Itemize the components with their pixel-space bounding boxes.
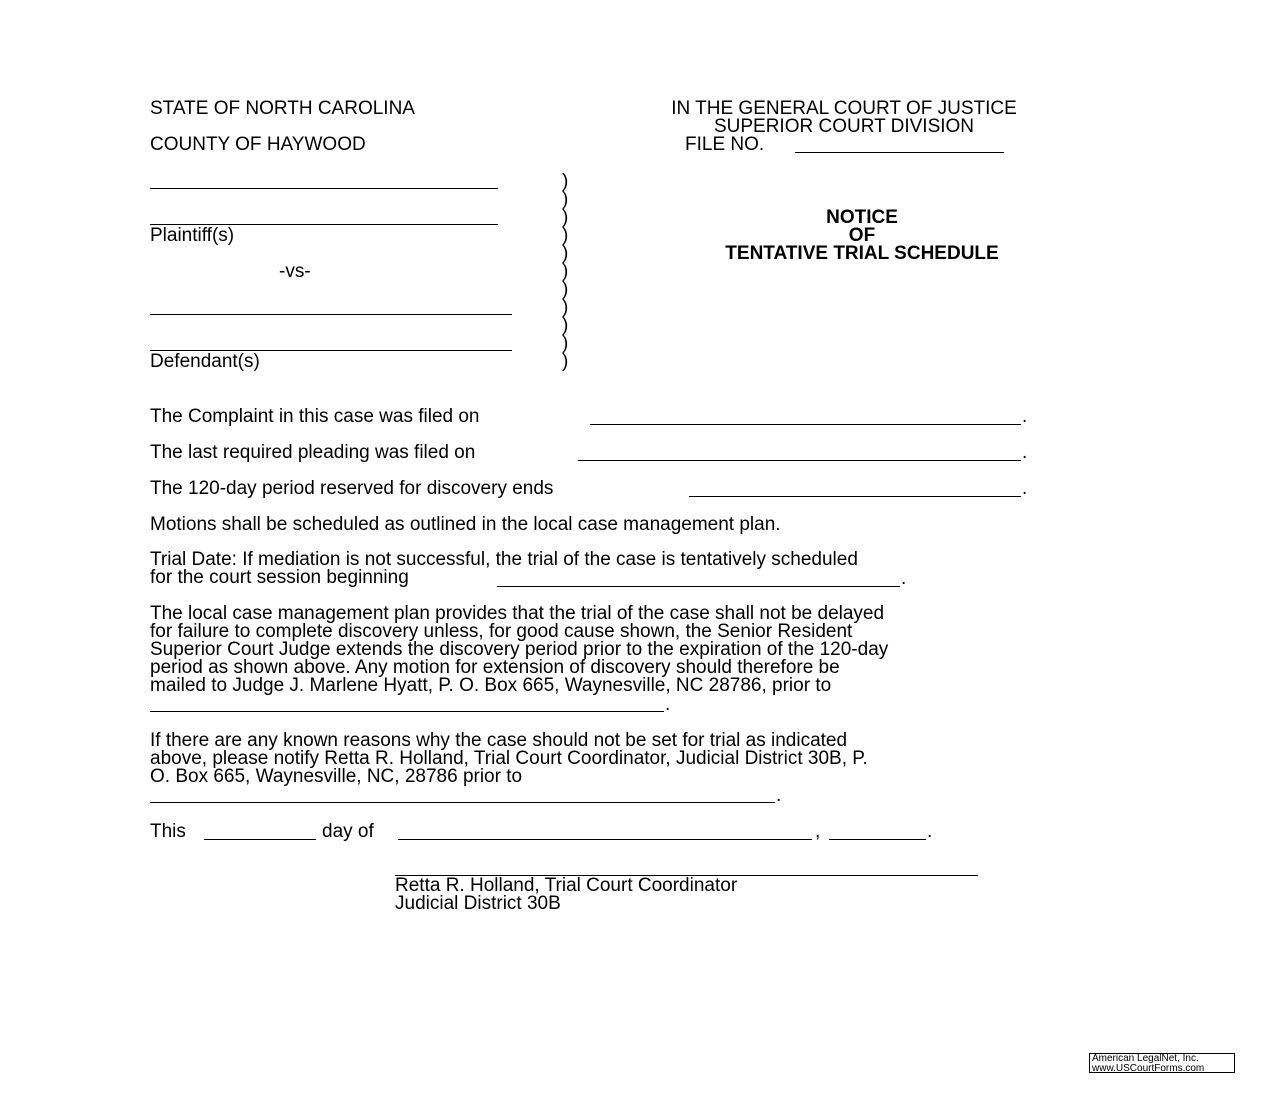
plaintiff-label: Plaintiff(s)	[150, 225, 235, 246]
year-field[interactable]	[829, 839, 926, 840]
vs-label: -vs-	[279, 261, 311, 282]
trial-date-line-2: for the court session beginning	[150, 567, 409, 588]
period-mark: .	[927, 821, 933, 842]
discovery-ends-label: The 120-day period reserved for discovery ends	[150, 478, 554, 499]
comma-mark: ,	[815, 821, 821, 842]
caption-paren: )	[562, 279, 569, 300]
caption-paren: )	[562, 333, 569, 354]
defendant-label: Defendant(s)	[150, 351, 260, 372]
county-heading: COUNTY OF HAYWOOD	[150, 134, 366, 155]
trial-date-line-1: Trial Date: If mediation is not successful, the trial of the case is tentatively scheduled	[150, 549, 858, 570]
caption-paren: )	[562, 351, 569, 372]
footer-badge	[1089, 1053, 1235, 1073]
caption-paren: )	[562, 225, 569, 246]
court-heading: IN THE GENERAL COURT OF JUSTICE	[671, 98, 1017, 119]
day-field[interactable]	[204, 839, 316, 840]
division-heading: SUPERIOR COURT DIVISION	[713, 116, 975, 137]
notify-deadline-field[interactable]	[150, 802, 775, 803]
plan-paragraph-line: mailed to Judge J. Marlene Hyatt, P. O. Box 665, Waynesville, NC 28786, prior to	[150, 675, 832, 696]
defendant-line-1[interactable]	[150, 314, 512, 315]
notify-paragraph-line: If there are any known reasons why the case should not be set for trial as indicated	[150, 730, 848, 751]
caption-paren: )	[562, 261, 569, 282]
complaint-filed-date-field[interactable]	[590, 424, 1021, 425]
last-pleading-label: The last required pleading was filed on	[150, 442, 476, 463]
caption-paren: )	[562, 315, 569, 336]
discovery-ends-date-field[interactable]	[689, 496, 1021, 497]
signer-district: Judicial District 30B	[395, 893, 561, 914]
caption-paren: )	[562, 243, 569, 264]
month-field[interactable]	[398, 839, 812, 840]
period-mark: .	[1022, 478, 1028, 499]
caption-paren: )	[562, 171, 569, 192]
period-mark: .	[1022, 442, 1028, 463]
motions-paragraph: Motions shall be scheduled as outlined in the local case management plan.	[150, 514, 781, 535]
notify-paragraph-line: above, please notify Retta R. Holland, Trial Court Coordinator, Judicial District 30B, P.	[150, 748, 868, 769]
last-pleading-date-field[interactable]	[578, 460, 1021, 461]
day-of-label: day of	[322, 821, 374, 842]
footer-url: www.USCourtForms.com	[1092, 1063, 1205, 1074]
file-no-label: FILE NO.	[685, 134, 765, 155]
period-mark: .	[776, 785, 782, 806]
caption-paren: )	[562, 189, 569, 210]
this-label: This	[150, 821, 186, 842]
plan-paragraph-line: period as shown above. Any motion for extension of discovery should therefore be	[150, 657, 840, 678]
court-session-date-field[interactable]	[497, 586, 900, 587]
signer-name: Retta R. Holland, Trial Court Coordinator	[395, 875, 738, 896]
plan-paragraph-line: The local case management plan provides that the trial of the case shall not be delayed	[150, 603, 885, 624]
extension-deadline-field[interactable]	[150, 711, 664, 712]
notify-paragraph-line: O. Box 665, Waynesville, NC, 28786 prior to	[150, 766, 523, 787]
caption-paren: )	[562, 207, 569, 228]
period-mark: .	[901, 568, 907, 589]
period-mark: .	[665, 694, 671, 715]
plaintiff-line-1[interactable]	[150, 188, 498, 189]
complaint-filed-label: The Complaint in this case was filed on	[150, 406, 480, 427]
title-line-1: NOTICE	[826, 207, 898, 228]
footer-company: American LegalNet, Inc.	[1092, 1053, 1199, 1064]
period-mark: .	[1022, 406, 1028, 427]
plan-paragraph-line: Superior Court Judge extends the discovery period prior to the expiration of the 120-day	[150, 639, 889, 660]
file-no-field[interactable]	[795, 152, 1004, 153]
caption-paren: )	[562, 297, 569, 318]
title-line-2: OF	[848, 225, 876, 246]
plan-paragraph-line: for failure to complete discovery unless, for good cause shown, the Senior Resident	[150, 621, 853, 642]
state-heading: STATE OF NORTH CAROLINA	[150, 98, 415, 119]
title-line-3: TENTATIVE TRIAL SCHEDULE	[725, 243, 999, 264]
